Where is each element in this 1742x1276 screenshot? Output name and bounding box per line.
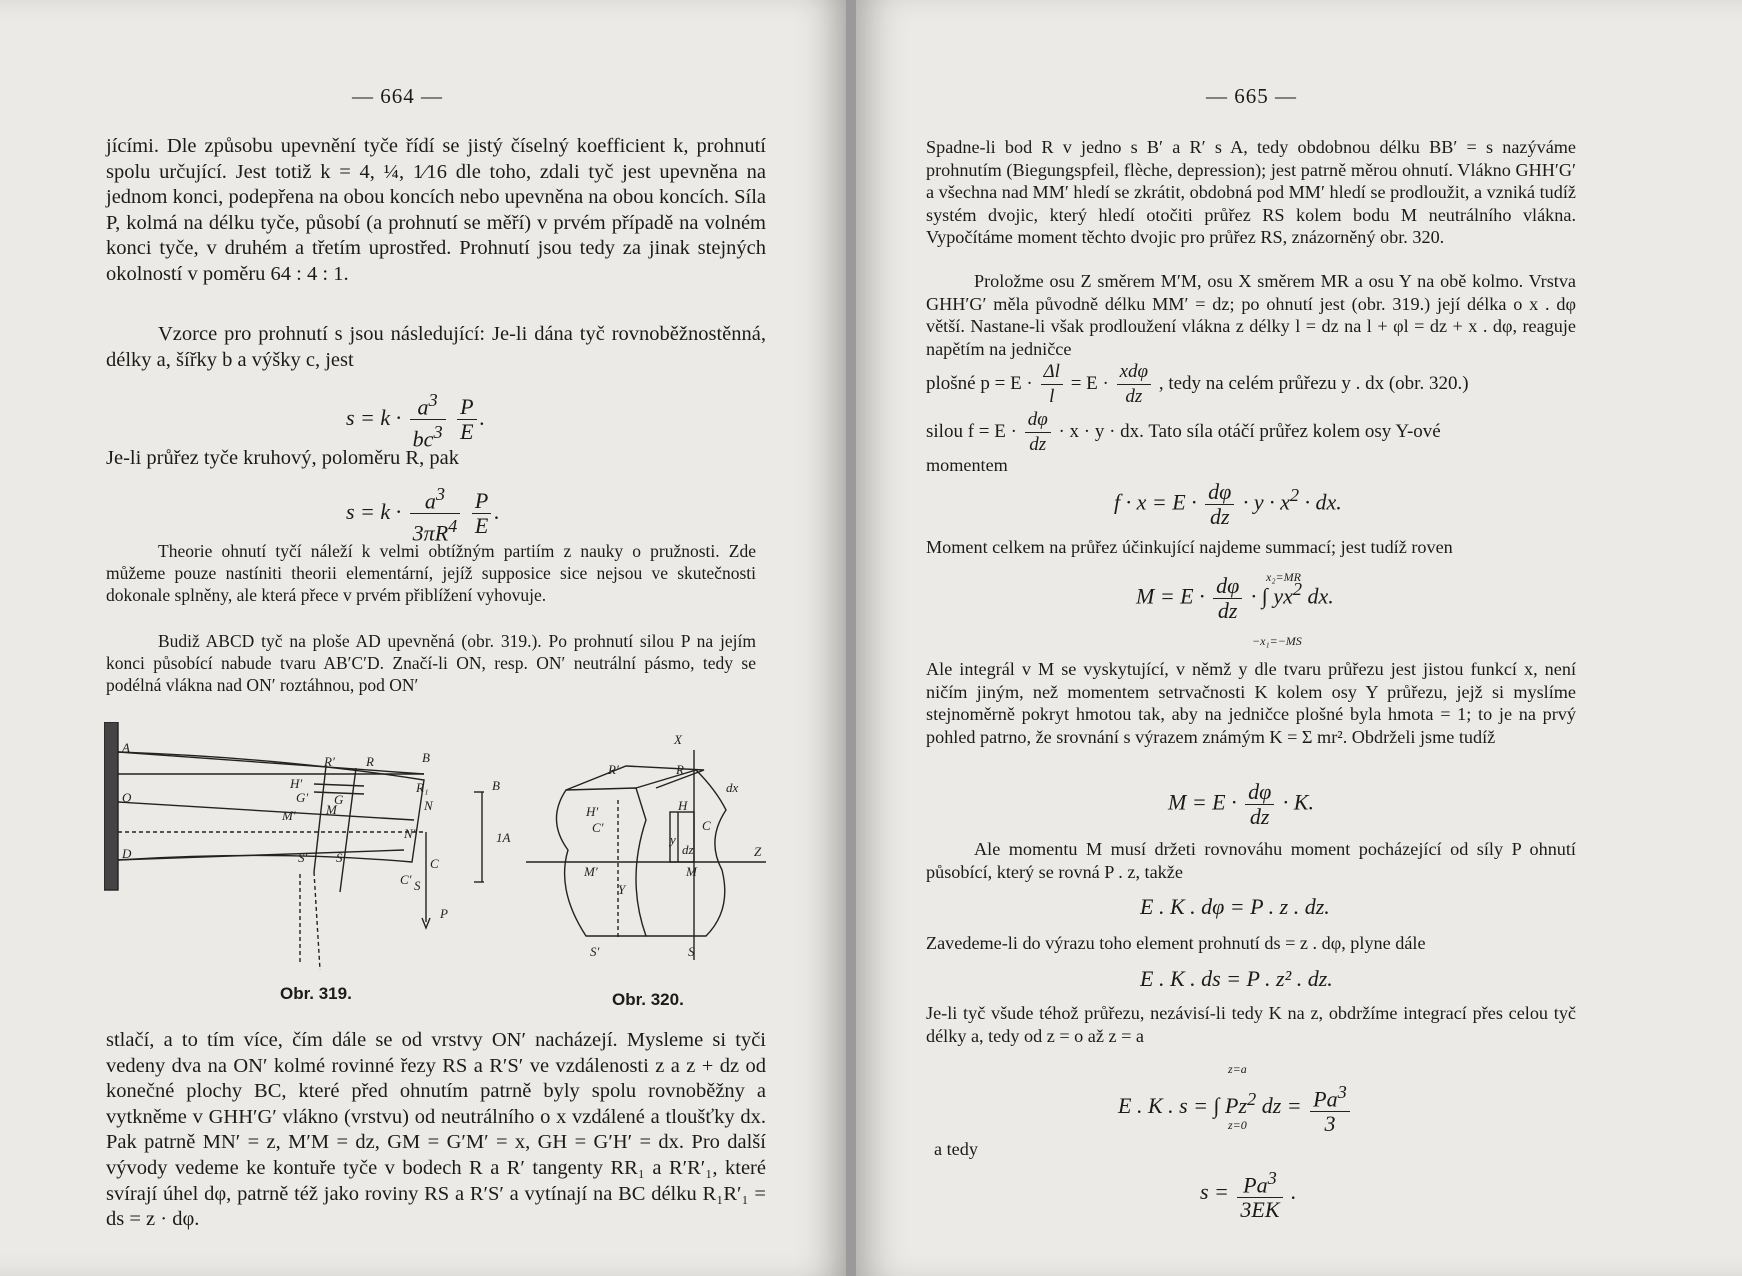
svg-text:1A: 1A	[496, 830, 511, 845]
svg-text:A: A	[122, 740, 130, 755]
figure-319	[104, 722, 524, 982]
svg-text:B: B	[422, 750, 430, 765]
svg-text:B: B	[492, 778, 500, 793]
formula: E . K . ds = P . z² . dz.	[1140, 966, 1333, 991]
formula: s = k · $\frac{a^3}{3\pi R^4}$ $\frac{P}{E}$ .	[346, 484, 500, 546]
right-page	[856, 0, 1742, 1276]
svg-text:O: O	[122, 790, 132, 805]
svg-text:N: N	[424, 798, 433, 813]
paragraph: momentem	[926, 455, 1008, 475]
small-paragraph: Budiž ABCD tyč na ploše AD upevněná (obr. 319.). Po prohnutí silou P na jejím konci působící nabude tvaru AB′C′D. Značí-li ON, resp. ON′ neutrální pásmo, tedy se podélná vlákna nad ON′ roztáhnou, pod ON′	[106, 631, 756, 696]
svg-text:Z: Z	[754, 844, 762, 859]
svg-text:H′: H′	[586, 804, 599, 819]
svg-text:C: C	[430, 856, 439, 871]
formula-line: silou f = E · $\frac{d\varphi}{dz}$ · x · y · dx. Tato síla otáčí průřez kolem osy Y-ové	[926, 409, 1441, 455]
figure-caption: Obr. 320.	[612, 990, 684, 1009]
integral-limit: z=a	[1228, 1062, 1247, 1076]
small-paragraph: Theorie ohnutí tyčí náleží k velmi obtížným partiím z nauky o pružnosti. Zde můžeme pouze nastíniti theorii elementární, jejíž supposice sice nejsou ve skutečnosti dokonale splněny, ale která přece v prvém přiblížení vyhovuje.	[106, 541, 756, 606]
paragraph: Vzorce pro prohnutí s jsou následující: Je-li dána tyč rovnoběžnostěnná, délky a, šířky b a výšky c, jest	[106, 323, 766, 371]
figure-320	[526, 730, 776, 980]
svg-text:Y: Y	[618, 882, 626, 897]
svg-text:M′: M′	[282, 808, 296, 823]
paragraph: Ale momentu M musí držeti rovnováhu moment pocházející od síly P ohnutí působící, který se rovná P . z, takže	[926, 839, 1576, 882]
svg-text:H′: H′	[290, 776, 303, 791]
paragraph: jícími. Dle způsobu upevnění tyče řídí se jistý číselný koefficient k, prohnutí spolu určující. Jest totiž k = 4, ¼, 1⁄16 dle toho, zdali tyč jest upevněna na jednom konci, podepřena na obou koncích nebo upevněna na obou koncích. Síla P, kolmá na délku tyče, působí (a prohnutí se měří) v prvém případě na volném konci tyče, v druhém a třetím uprostřed. Prohnutí jsou tedy za jinak stejných okolností v poměru 64 : 4 : 1.	[106, 135, 766, 285]
svg-text:S′: S′	[298, 850, 308, 865]
paragraph: stlačí, a to tím více, čím dále se od vrstvy ON′ nacházejí. Mysleme si tyči vedeny dva na ON′ kolmé rovinné řezy RS a R′S′ ve vzdálenosti z a z + dz od konečné plochy BC, které před ohnutím patrně byly spolu rovnoběžny a vytkněme v GHH′G′ vlákno (vrstvu) od neutrálního o x vzdálené a tloušťky dx. Pak patrně MN′ = z, M′M = dz, GM = G′M′ = x, GH = G′H′ = dx. Pro další vývody vedeme ke kontuře tyče v bodech R a R′ tangenty RR₁ a R′R′₁, které svírají úhel dφ, patrně též jako roviny RS a R′S′ a vytínají na BC délku R₁R′₁ = ds = z · dφ.	[106, 1029, 766, 1231]
paragraph: Je-li průřez tyče kruhový, poloměru R, pak	[106, 447, 459, 469]
formula: s = k · $\frac{a^3}{bc^3}$ $\frac{P}{E}$ .	[346, 390, 486, 452]
paragraph: a tedy	[934, 1139, 978, 1159]
formula-line: plošné p = E · $\frac{\Delta l}{l}$ = E · $\frac{\text{xdφ}}{dz}$ , tedy na celém průřezu y . dx (obr. 320.)	[926, 361, 1469, 407]
integral-limit: z=0	[1228, 1118, 1247, 1132]
integral-limit: x₂=MR	[1266, 570, 1301, 584]
svg-text:S: S	[688, 944, 695, 959]
svg-text:R₁: R₁	[416, 780, 429, 795]
page-number: — 664 —	[352, 84, 443, 108]
svg-text:S: S	[414, 878, 421, 893]
svg-text:dx: dx	[726, 780, 739, 795]
svg-text:M′: M′	[584, 864, 598, 879]
svg-text:C′: C′	[400, 872, 412, 887]
svg-text:X: X	[674, 732, 682, 747]
svg-text:N′: N′	[404, 826, 416, 841]
svg-text:P: P	[440, 906, 448, 921]
svg-text:R: R	[366, 754, 374, 769]
paragraph: Proložme osu Z směrem M′M, osu X směrem MR a osu Y na obě kolmo. Vrstva GHH′G′ měla původně délku MM′ = dz; po ohnutí jest (obr. 319.) její délka o x . dφ větší. Nastane-li však prodloužení vlákna z délky l = dz na l + φl = dz + x . dφ, reaguje napětím na jedničce	[926, 271, 1576, 359]
formula: M = E · $\frac{d\varphi}{dz}$ · K.	[1168, 779, 1314, 829]
svg-text:R′: R′	[608, 762, 619, 777]
formula: f · x = E · $\frac{d\varphi}{dz}$ · $y \cdot x^2$ · dx.	[1114, 479, 1342, 529]
svg-text:R: R	[676, 762, 684, 777]
svg-text:R′: R′	[324, 754, 335, 769]
formula: E . K . dφ = P . z . dz.	[1140, 894, 1330, 919]
svg-text:S′: S′	[590, 944, 600, 959]
left-page	[0, 0, 848, 1276]
svg-text:G′: G′	[296, 790, 309, 805]
paragraph: Je-li tyč všude téhož průřezu, nezávisí-li tedy K na z, obdržíme integrací přes celou tyč délky a, tedy od z = o až z = a	[926, 1003, 1576, 1046]
paragraph: Ale integrál v M se vyskytující, v němž y dle tvaru průřezu jest jistou funkcí x, není ničím jiným, než momentem setrvačnosti K kolem osy Y průřezu, jejž si myslíme stejnoměrně pokryt hmotou tak, aby na jedničce plošné byla hmota = 1; to je na prvý pohled patrno, že srovnání s výrazem známým K = Σ mr². Obdrželi jsme tudíž	[926, 659, 1576, 747]
paragraph: Zavedeme-li do výrazu toho element prohnutí ds = z . dφ, plyne dále	[926, 933, 1426, 953]
svg-text:C′: C′	[592, 820, 604, 835]
paragraph: Moment celkem na průřez účinkující najdeme summací; jest tudíž roven	[926, 537, 1453, 557]
paragraph: Spadne-li bod R v jedno s B′ a R′ s A, tedy obdobnou délku BB′ = s nazýváme prohnutím (Biegungspfeil, flèche, depression); jest patrně měrou ohnutí. Vlákno GHH′G′ a všechna nad MM′ hledí se zkrátit, obdobná pod MM′ hledí se prodloužit, a vzniká tudíž systém dvojic, který hledí otočiti průřez RS kolem bodu M neutrálního vlákna. Vypočítáme moment těchto dvojic pro průřez RS, znázorněný obr. 320.	[926, 137, 1576, 248]
formula: s = $\frac{Pa^3}{3EK}$ .	[1200, 1168, 1297, 1223]
svg-text:D: D	[122, 846, 132, 861]
integral-limit: −x₁=−MS	[1252, 634, 1302, 648]
formula-integral: E . K . s = ∫ Pz$^2$ dz = $\frac{Pa^3}{3}$	[1118, 1080, 1353, 1136]
svg-text:H: H	[678, 798, 688, 813]
svg-text:M: M	[686, 864, 697, 879]
page-number: — 665 —	[1206, 84, 1297, 108]
svg-text:S: S	[336, 850, 343, 865]
svg-text:M: M	[326, 802, 337, 817]
formula-integral: M = E · $\frac{d\varphi}{dz}$ · ∫ $yx^2$ dx.	[1136, 573, 1334, 623]
figure-caption: Obr. 319.	[280, 984, 352, 1003]
svg-text:y: y	[670, 832, 676, 847]
svg-text:dz: dz	[682, 842, 694, 857]
svg-text:G: G	[334, 792, 344, 807]
svg-text:C: C	[702, 818, 711, 833]
